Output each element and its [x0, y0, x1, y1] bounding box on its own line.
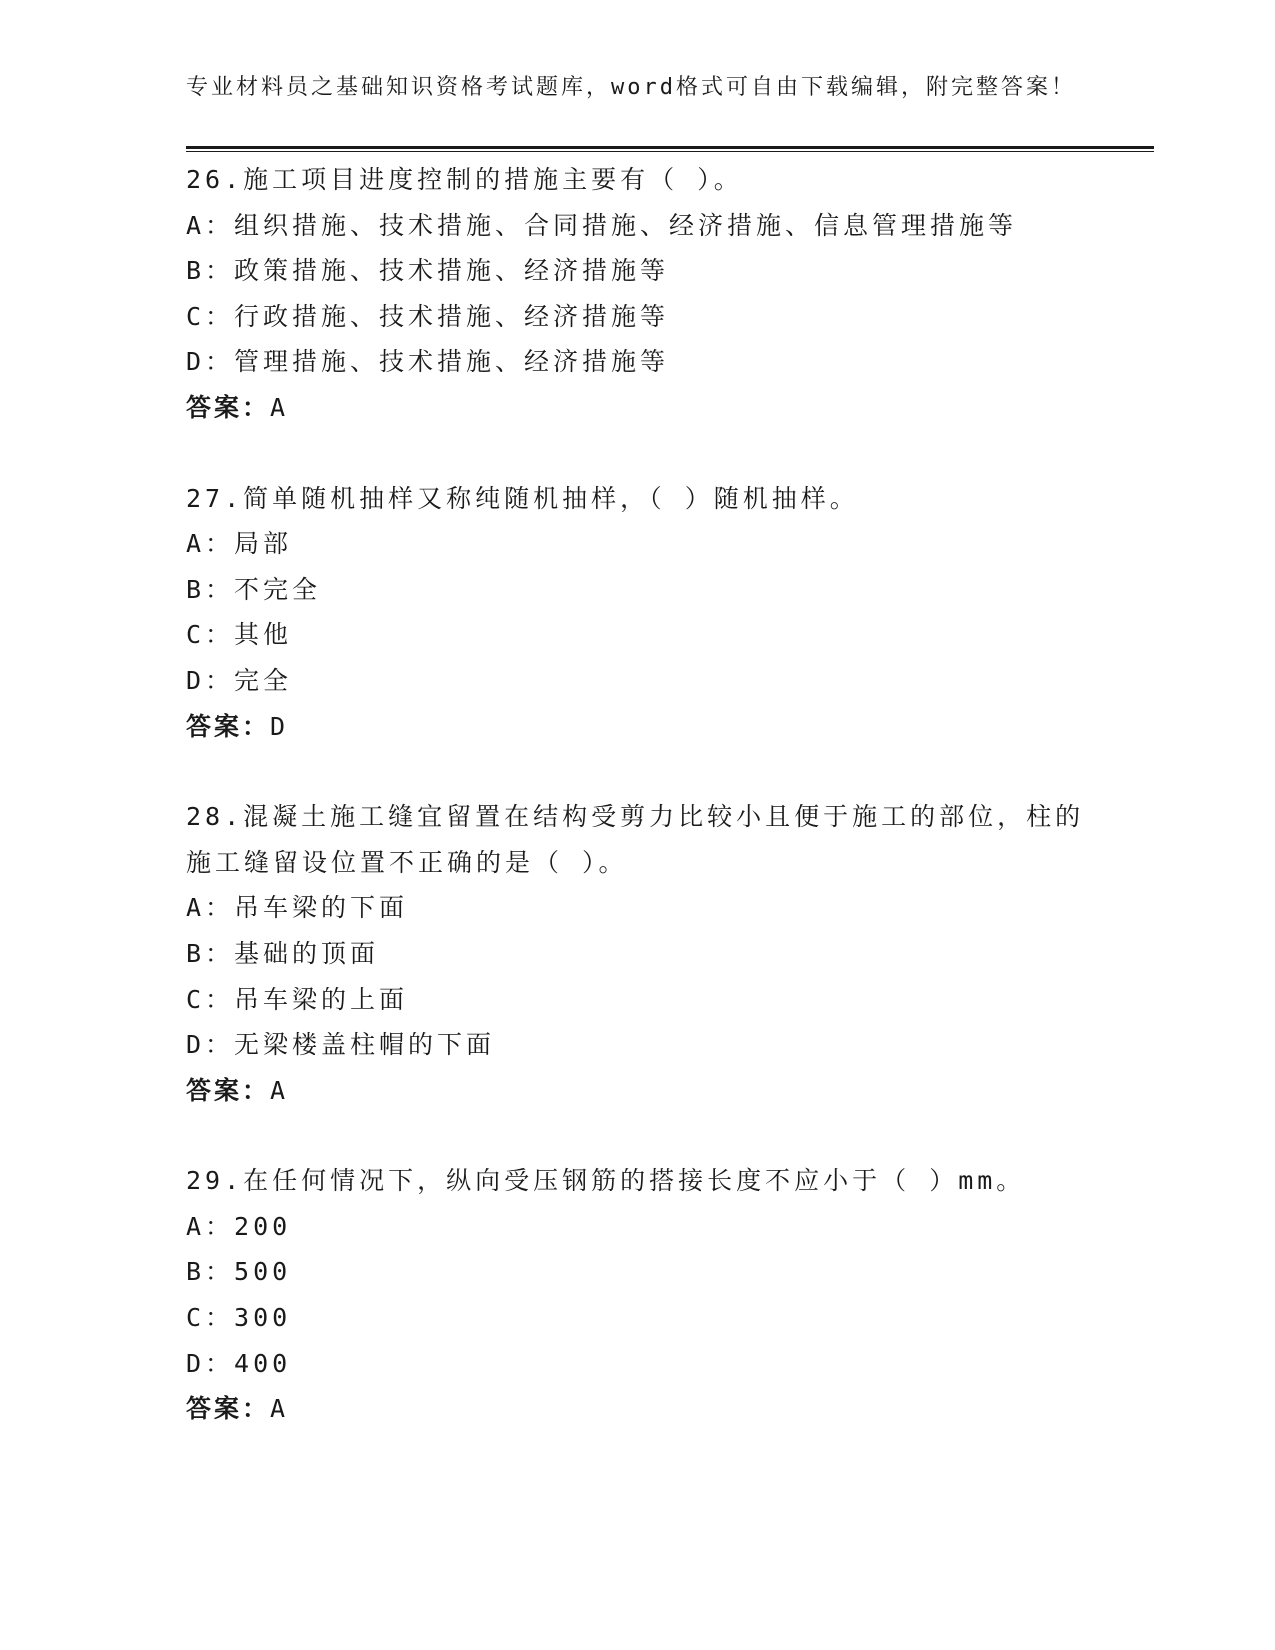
option-b: B：500	[186, 1257, 292, 1287]
option-c: C：300	[186, 1303, 292, 1333]
answer-label: 答案：	[186, 392, 271, 422]
answer-value: D	[270, 711, 289, 741]
page-header: 专业材料员之基础知识资格考试题库，word格式可自由下载编辑，附完整答案！	[186, 75, 1076, 100]
question-stem-continued: 施工缝留设位置不正确的是（ ）。	[186, 847, 628, 877]
answer-value: A	[270, 392, 289, 422]
answer-label: 答案：	[186, 1075, 271, 1105]
option-c: C：其他	[186, 620, 293, 650]
option-d: D：管理措施、技术措施、经济措施等	[186, 347, 670, 377]
answer-value: A	[270, 1394, 289, 1424]
answer-line	[186, 385, 1086, 431]
answer-line	[186, 1386, 1086, 1432]
option-a: A：吊车梁的下面	[186, 893, 409, 923]
option-c: C：吊车梁的上面	[186, 984, 409, 1014]
question-26	[186, 157, 1086, 431]
question-stem: 26.施工项目进度控制的措施主要有（ ）。	[186, 165, 743, 194]
option-d: D：无梁楼盖柱帽的下面	[186, 1030, 496, 1060]
option-d: D：400	[186, 1348, 292, 1378]
header-rule-thin	[186, 151, 1154, 152]
option-a: A：200	[186, 1211, 292, 1241]
option-a: A：局部	[186, 529, 293, 559]
answer-line	[186, 1068, 1086, 1114]
answer-label: 答案：	[186, 711, 271, 741]
question-stem: 27.简单随机抽样又称纯随机抽样，（ ）随机抽样。	[186, 483, 859, 513]
question-28	[186, 794, 1086, 1113]
option-c: C：行政措施、技术措施、经济措施等	[186, 301, 670, 331]
option-a: A：组织措施、技术措施、合同措施、经济措施、信息管理措施等	[186, 210, 1018, 240]
answer-label: 答案：	[186, 1394, 271, 1424]
option-d: D：完全	[186, 665, 293, 695]
question-list	[186, 157, 1086, 1477]
option-b: B：不完全	[186, 574, 322, 604]
option-b: B：基础的顶面	[186, 938, 380, 968]
answer-value: A	[270, 1075, 289, 1105]
question-stem: 29.在任何情况下，纵向受压钢筋的搭接长度不应小于（ ）mm。	[186, 1166, 1026, 1196]
answer-line	[186, 704, 1086, 750]
question-29	[186, 1158, 1086, 1432]
header-rule-thick	[186, 146, 1154, 149]
option-b: B：政策措施、技术措施、经济措施等	[186, 256, 670, 286]
question-27	[186, 476, 1086, 750]
question-stem: 28.混凝土施工缝宜留置在结构受剪力比较小且便于施工的部位，柱的	[186, 802, 1085, 832]
